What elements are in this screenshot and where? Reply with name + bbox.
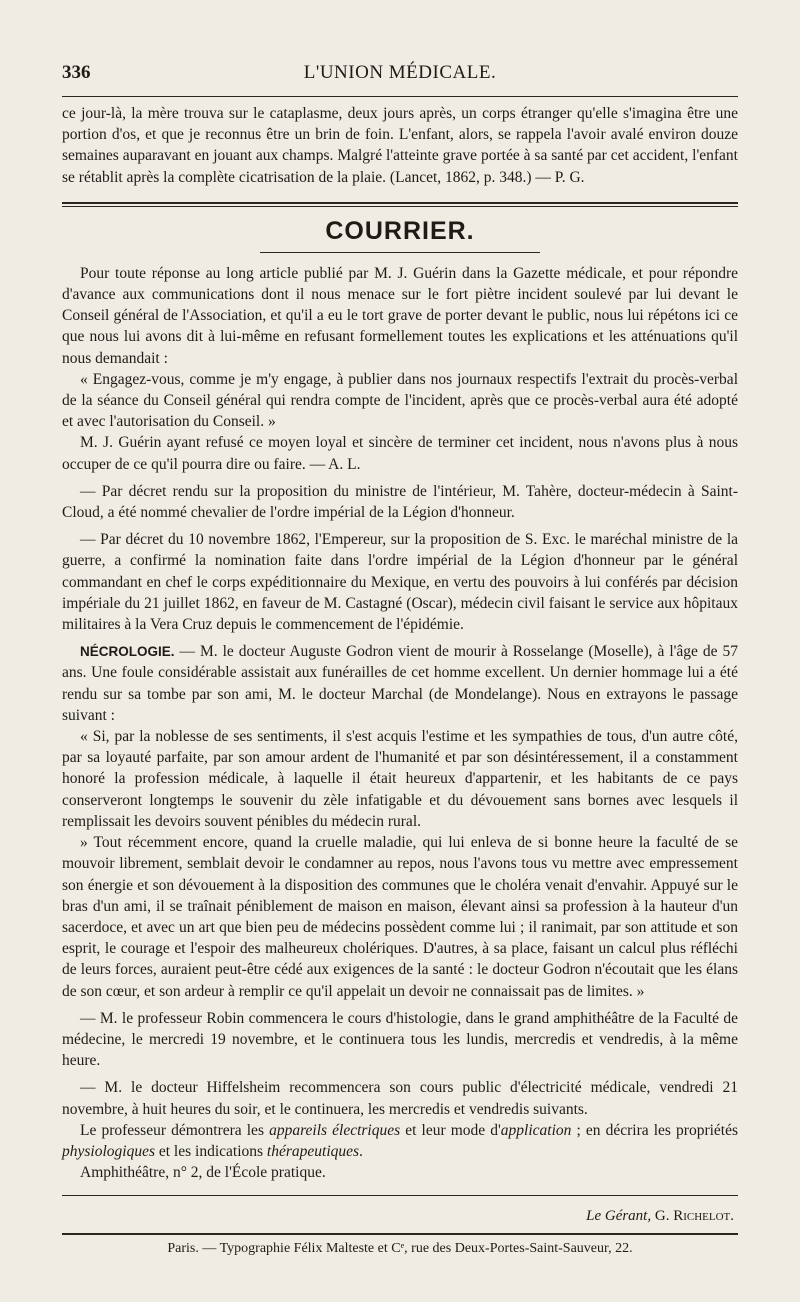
course-text-4: et les indications (155, 1142, 267, 1160)
section-title: COURRIER. (325, 216, 475, 245)
paragraph-decree-tahere: — Par décret rendu sur la proposition du ministre de l'intérieur, M. Tahère, docteur-médecin à Saint-Cloud, a été nommé chevalier de l'ordre impérial de la Légion d'honneur. (62, 482, 738, 522)
header-rule (62, 96, 738, 97)
necrology-label: NÉCROLOGIE. (80, 644, 175, 660)
course-italic-1: appareils électriques (269, 1121, 401, 1139)
paragraph-hiffelsheim-course: — M. le docteur Hiffelsheim recommencera son cours public d'électricité médicale, vendredi 21 novembre, à huit heures du soir, et le continuera, les mercredis et vendredis suivants. (62, 1079, 738, 1118)
necrology-text: — M. le docteur Auguste Godron vient de mourir à Rosselange (Moselle), à l'âge de 57 ans. Une foule considérable assistait aux funérailles de cet homme excellent. Un dernier hommage lui a été rendu sur sa tombe par son ami, M. le docteur Marchal (de Mondelange). Nous en extrayons le passage suivant : (62, 643, 738, 724)
paragraph-necrology (62, 641, 738, 726)
course-text-5: . (359, 1142, 363, 1160)
running-title: L'UNION MÉDICALE. (303, 62, 497, 83)
paragraph-response: Pour toute réponse au long article publié par M. J. Guérin dans la Gazette médicale, et pour répondre d'avance aux communications dont il nous menace sur le fort piètre incident soulevé par lui devant le Conseil général de l'Association, et qu'il a eu le tort grave de porter devant le public, nous lui répétons ici ce que nous lui avons dit à lui-même en refusant formellement toutes les explications et les atténuations qu'il nous demandait : (62, 264, 738, 367)
footer-rule (62, 1233, 738, 1235)
paragraph-decree-castagne: — Par décret du 10 novembre 1862, l'Empereur, sur la proposition de S. Exc. le maréchal ministre de la guerre, a confirmé la nomination faite dans l'ordre impérial de la Légion d'honneur par le général commandant en chef le corps expéditionnaire du Mexique, en vertu des pouvoirs à lui conférés par décision impériale du 21 juillet 1862, en faveur de M. Castagné (Oscar), médecin civil faisant le service aux hôpitaux militaires à la Vera Cruz depuis le commencement de l'épidémie. (62, 531, 738, 634)
course-text-2: et leur mode d' (400, 1121, 501, 1139)
section-divider (62, 202, 738, 207)
signature-rule (62, 1195, 738, 1196)
title-underline (260, 252, 540, 253)
paragraph-eulogy-1: « Si, par la noblesse de ses sentiments, il s'est acquis l'estime et les sympathies de tous, d'un autre côté, par sa loyauté parfaite, par son amour ardent de l'humanité et par son désintéressement, il a constamment honoré la profession médicale, à laquelle il était heureux d'appartenir, et les habitants de ce pays conserveront longtemps le souvenir du zèle infatigable et du dévouement sans bornes avec lesquels il remplissait les devoirs souvent pénibles du médecin rural. (62, 728, 738, 830)
paragraph-guerin: M. J. Guérin ayant refusé ce moyen loyal et sincère de terminer cet incident, nous n'avons plus à nous occuper de ce qu'il pourra dire ou faire. — A. L. (62, 434, 738, 473)
course-text-3: ; en décrira les propriétés (571, 1121, 739, 1139)
page-header (62, 62, 738, 88)
signature-name: G. Richelot. (654, 1208, 734, 1225)
lead-paragraph: ce jour-là, la mère trouva sur le cataplasme, deux jours après, un corps étranger qu'elle s'imagina être une portion d'os, et que je reconnus être un brin de foin. L'enfant, alors, se rappela l'avoir avalé environ douze semaines auparavant en jouant aux champs. Malgré l'atteinte grave portée à sa santé par cet accident, l'enfant se rétablit après la complète cicatrisation de la plaie. (Lancet, 1862, p. 348.) — P. G. (62, 105, 738, 186)
course-italic-4: thérapeutiques (266, 1142, 360, 1160)
paragraph-course-content (62, 1120, 738, 1162)
printer-imprint: Paris. — Typographie Félix Malteste et Cᵉ, rue des Deux-Portes-Saint-Sauveur, 22. (167, 1241, 633, 1257)
signature (62, 1208, 738, 1225)
signature-prefix: Le Gérant, (586, 1208, 652, 1225)
course-text-1: Le professeur démontrera les (80, 1121, 270, 1139)
course-italic-3: physiologiques (62, 1142, 155, 1160)
paragraph-quote: « Engagez-vous, comme je m'y engage, à publier dans nos journaux respectifs l'extrait du procès-verbal de la séance du Conseil général qui rendra compte de l'incident, après que ce procès-verbal aura été adopté et avec l'autorisation du Conseil. » (62, 370, 738, 431)
paragraph-eulogy-2: » Tout récemment encore, quand la cruelle maladie, qui lui enleva de si bonne heure la faculté de se mouvoir librement, semblait devoir le condamner au repos, nous l'avons tous vu mettre avec empressement son énergie et son dévouement à la disposition des communes que le choléra venait d'envahir. Appuyé sur le bras d'un ami, il se traînait péniblement de maison en maison, élevant ainsi sa profession à la hauteur d'un sacerdoce, et avec un art que bien peu de médecins possèdent comme lui ; il ranimait, par son attitude et son esprit, le courage et l'espoir des malheureux cholériques. D'autres, à sa place, faisant un calcul plus réfléchi de leurs forces, auraient peut-être cédé aux exigences de la santé : le docteur Godron n'écoutait que les élans de son cœur, et son ardeur à remplir ce qu'il appelait un devoir ne connaissait pas de limites. » (62, 834, 738, 1000)
paragraph-robin-course: — M. le professeur Robin commencera le cours d'histologie, dans le grand amphithéâtre de la Faculté de médecine, le mercredi 19 novembre, et le continuera tous les lundis, mercredis et vendredis, à la même heure. (62, 1009, 738, 1070)
paragraph-amphitheatre: Amphithéâtre, n° 2, de l'École pratique. (80, 1164, 326, 1182)
course-italic-2: application (500, 1121, 572, 1139)
page-number: 336 (62, 62, 91, 83)
